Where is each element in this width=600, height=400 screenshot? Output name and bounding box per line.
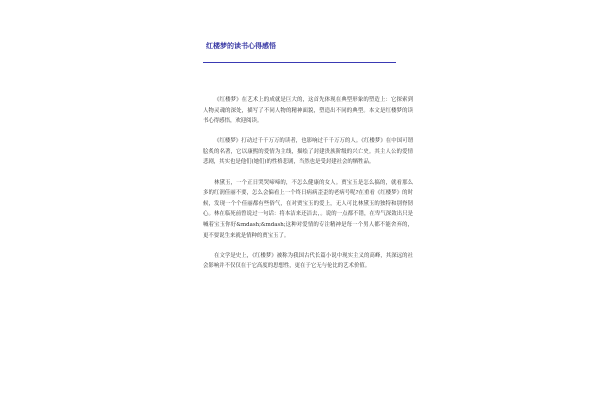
paragraph: 《红楼梦》在艺术上的成就是巨大的，这首先体现在典型形象的塑造上：它探索到人物灵魂的深处，描写了不同人物的精神面貌，塑造出不同的典型。本文是红楼梦的读书心得感悟，欢迎阅读。 xyxy=(203,97,413,125)
paragraph: 在文学是史上，《红楼梦》被称为我国古代长篇小说中现实主义的高峰，其深远的社会影响并不仅仅在于它高度的思想性，更在于它无与伦比的艺术价值。 xyxy=(203,252,413,270)
article-body xyxy=(203,95,413,281)
paragraph: 《红楼梦》打动过千千万万的读者，也影响过千千万万的人。《红楼梦》在中国可谓脍炙的名著，它以康熙的爱情为主线，描绘了封建贵族阶级的兴亡史。其主人公的爱情悲剧，其实也是他们(她们)的性格悲剧，当然也是受封建社会的牺牲品。 xyxy=(203,138,413,166)
paragraph: 林黛玉，一个正日哭哭啼啼的，不怎么健康的女人。贾宝玉是怎么搞的，就看那么多的红润佳丽不要，怎么会偏看上一个终日病病歪歪的老病号呢?在重看《红楼梦》的时候，发现一个个佳丽都有些俗气，在对贾宝玉的爱上，无人可比林黛玉的独特和别脊韧心。林在临死前曾说过一句话：将本洁来还洁去，。说的一点都不错，在卑气深敛出只是喊着宝玉你好&mdash;&mdash;这种对爱情的专注精神是每一个男人都不能舍弃的，更不要说生来就是情种的贾宝玉了。 xyxy=(203,179,413,239)
article-title: 红楼梦的读书心得感悟 xyxy=(206,42,276,50)
title-divider xyxy=(203,62,396,63)
